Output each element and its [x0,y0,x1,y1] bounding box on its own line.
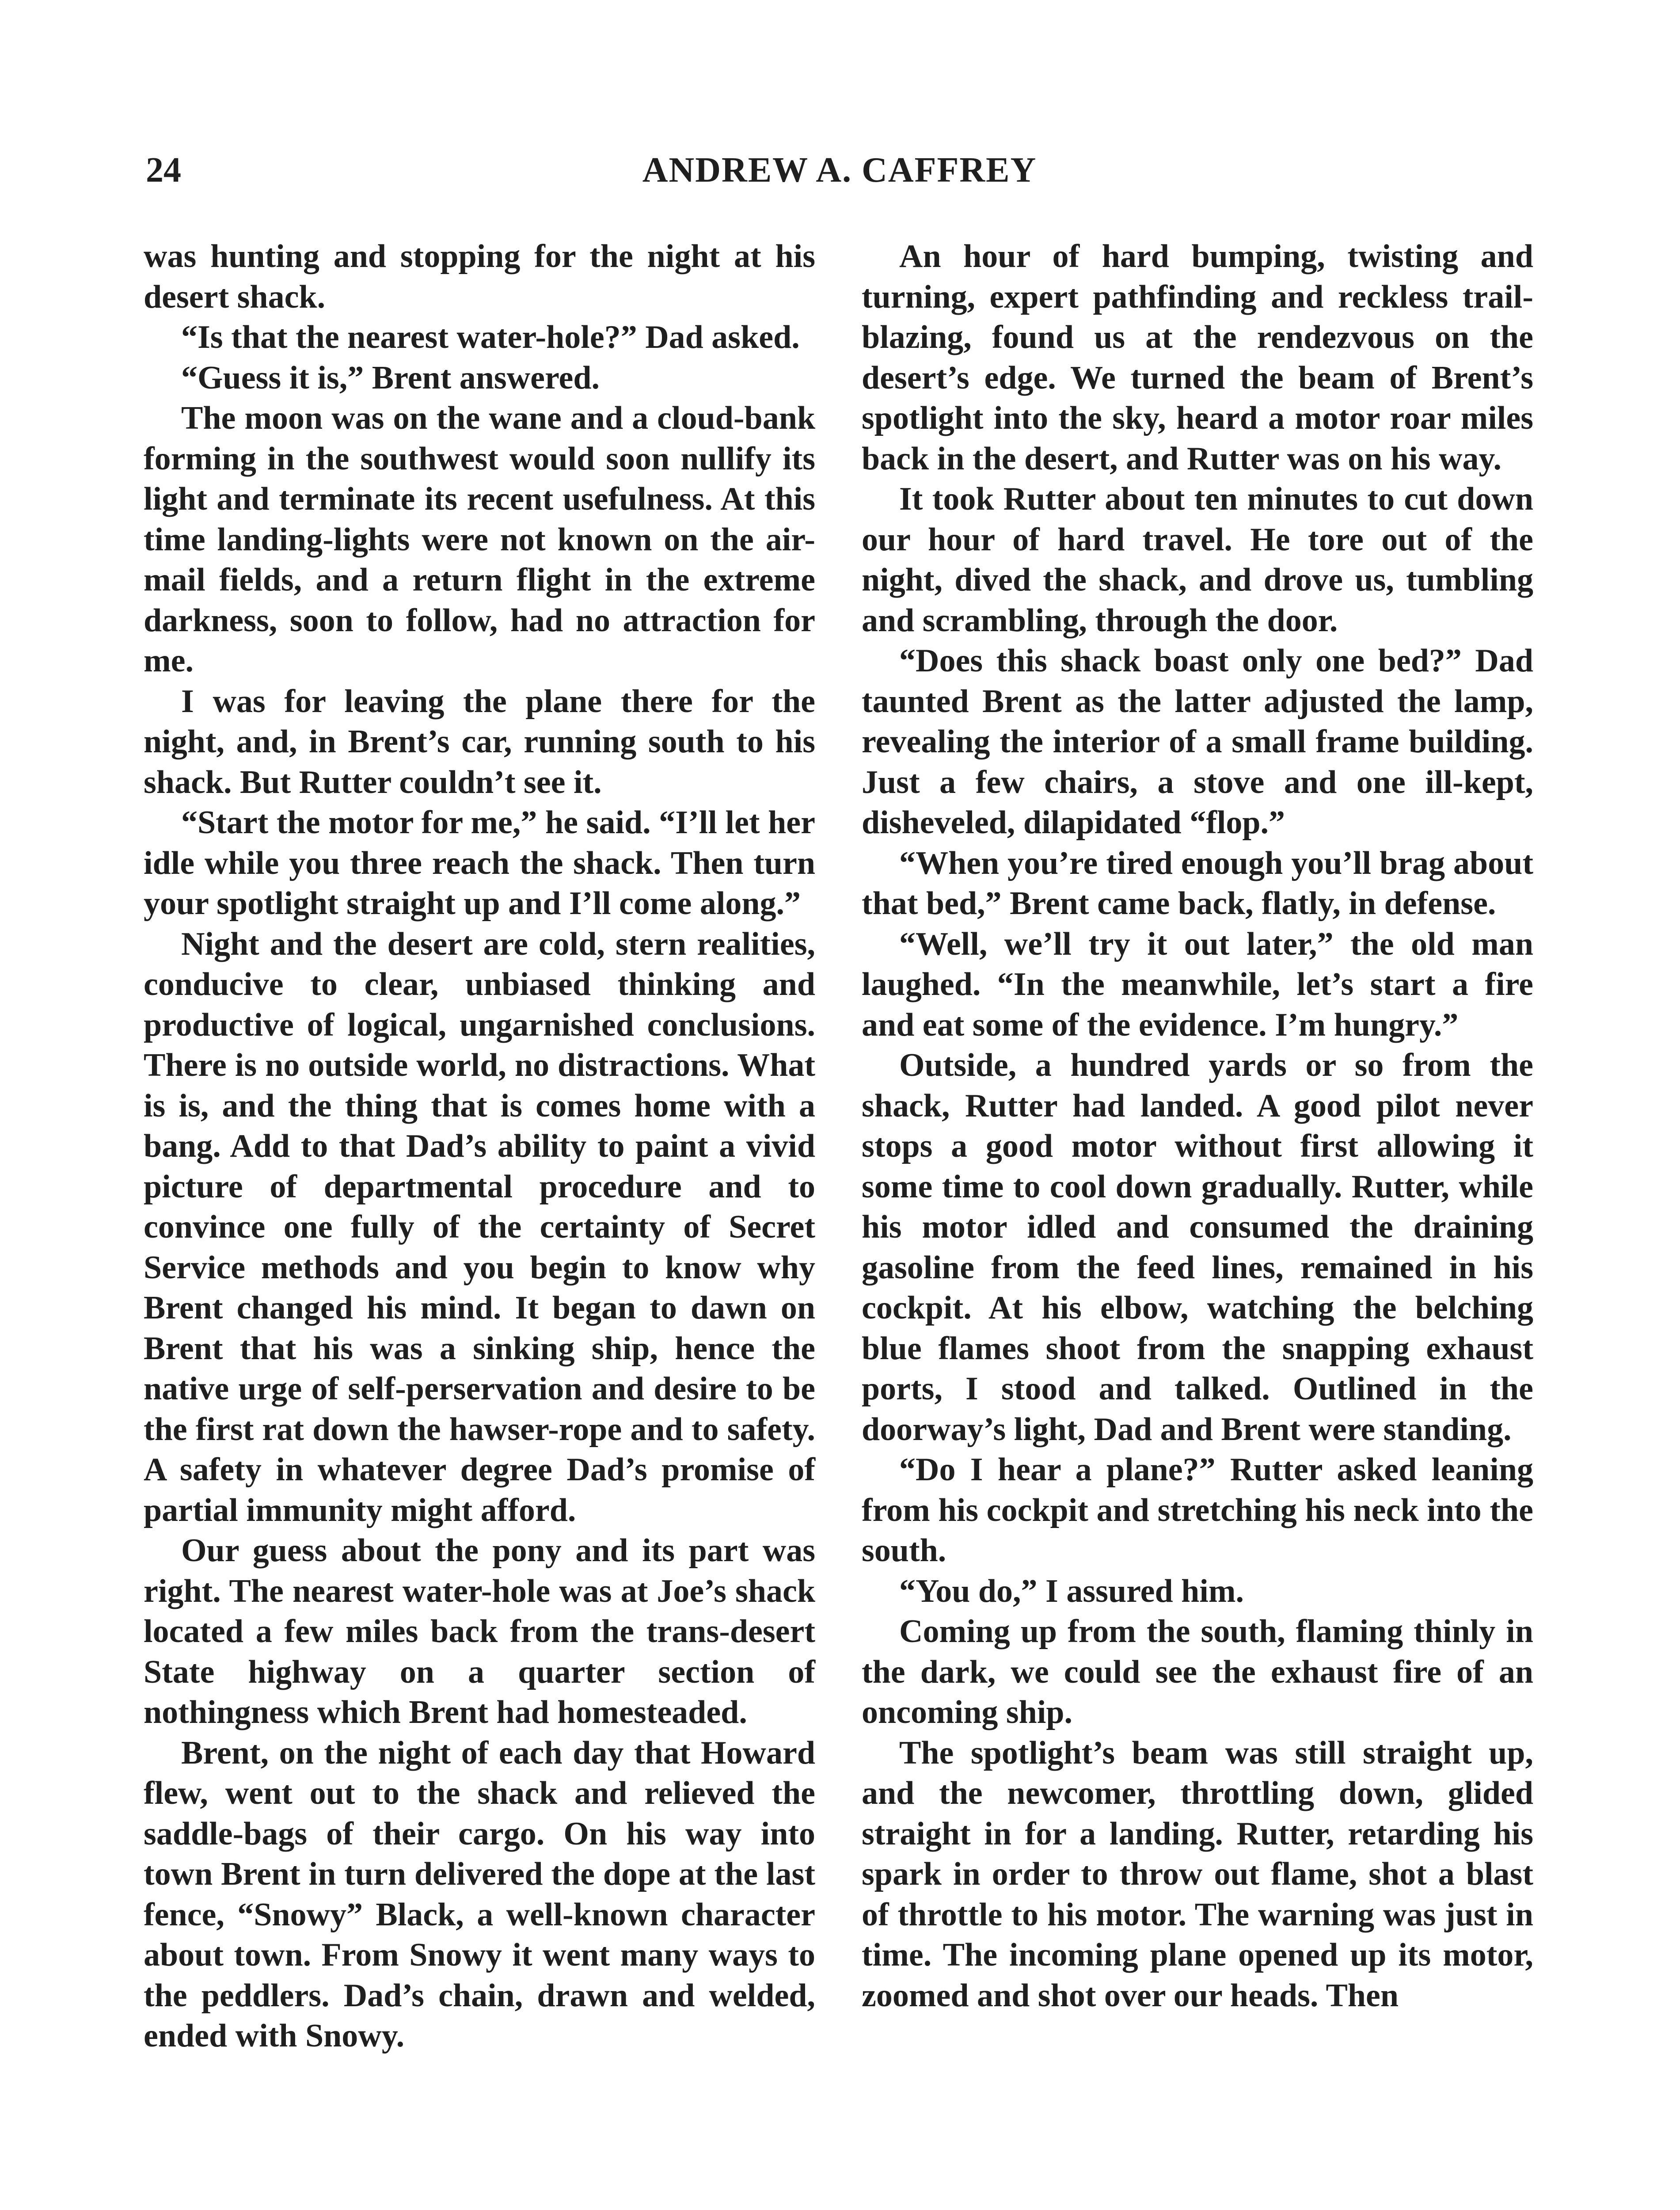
paragraph: “Is that the nearest water-hole?” Dad asked. [181,319,800,355]
paragraph: The spotlight’s beam was still straight up, and the newcomer, throttling down, glided straight in for a landing. Rutter, retarding his spark in order to throw out flame, shot a blast of throttle to his motor. The warning was just in time. The incoming plane opened up its motor, zoomed and shot over our heads. Then [862,1734,1533,2014]
paragraph: Brent, on the night of each day that Howard flew, went out to the shack and relieved the saddle-bags of their cargo. On his way into town Brent in turn delivered the dope at the last fence, “Snowy” Black, a well-known character about town. From Snowy it went many ways to the peddlers. Dad’s chain, drawn and welded, ended with Snowy. [144,1734,815,2054]
page-header [146,146,1533,194]
paragraph: “Guess it is,” Brent answered. [181,359,600,396]
paragraph: Coming up from the south, flaming thinly in the dark, we could see the exhaust fire of an oncoming ship. [862,1613,1533,1730]
paragraph: Our guess about the pony and its part was right. The nearest water-hole was at Joe’s shack located a few miles back from the trans-desert State highway on a quarter section of nothingness which Brent had homesteaded. [144,1532,815,1730]
paragraph: The moon was on the wane and a cloud-bank forming in the southwest would soon nullify its light and terminate its recent usefulness. At this time landing-lights were not known on the air-mail fields, and a return flight in the extreme darkness, soon to follow, had no attraction for me. [144,400,815,679]
right-column [862,236,1533,2016]
left-column [144,236,815,2057]
paragraph: Outside, a hundred yards or so from the shack, Rutter had landed. A good pilot never stops a good motor without first allowing it some time to cool down gradually. Rutter, while his motor idled and consumed the draining gasoline from the feed lines, remained in his cockpit. At his elbow, watching the belching blue flames shoot from the snapping exhaust ports, I stood and talked. Outlined in the doorway’s light, Dad and Brent were standing. [862,1047,1533,1448]
paragraph: “Start the motor for me,” he said. “I’ll let her idle while you three reach the shack. Then turn your spotlight straight up and I’ll come along.” [144,804,815,922]
running-head: ANDREW A. CAFFREY [642,151,1037,190]
paragraph: I was for leaving the plane there for the night, and, in Brent’s car, running south to his shack. But Rutter couldn’t see it. [144,683,815,800]
paragraph: “Do I hear a plane?” Rutter asked leaning from his cockpit and stretching his neck into the south. [862,1452,1533,1569]
paragraph: An hour of hard bumping, twisting and turning, expert pathfinding and reckless trail-blazing, found us at the rendezvous on the desert’s edge. We turned the beam of Brent’s spotlight into the sky, heard a motor roar miles back in the desert, and Rutter was on his way. [862,238,1533,477]
page-number: 24 [146,151,181,190]
paragraph: It took Rutter about ten minutes to cut down our hour of hard travel. He tore out of the night, dived the shack, and drove us, tumbling and scrambling, through the door. [862,481,1533,639]
paragraph: Night and the desert are cold, stern realities, conducive to clear, unbiased thinking and productive of logical, ungarnished conclusions. There is no outside world, no distractions. What is is, and the thing that is comes home with a bang. Add to that Dad’s ability to paint a vivid picture of departmental procedure and to convince one fully of the certainty of Secret Service methods and you begin to know why Brent changed his mind. It began to dawn on Brent that his was a sinking ship, hence the native urge of self-perservation and desire to be the first rat down the hawser-rope and to safety. A safety in whatever degree Dad’s promise of partial immunity might afford. [144,926,815,1528]
paragraph: “You do,” I assured him. [899,1573,1244,1609]
paragraph: “Well, we’ll try it out later,” the old man laughed. “In the meanwhile, let’s start a fire and eat some of the evidence. I’m hungry.” [862,926,1533,1043]
paragraph: “When you’re tired enough you’ll brag about that bed,” Brent came back, flatly, in defense. [862,845,1533,922]
paragraph: was hunting and stopping for the night at his desert shack. [144,238,815,315]
paragraph: “Does this shack boast only one bed?” Dad taunted Brent as the latter adjusted the lamp, revealing the interior of a small frame building. Just a few chairs, a stove and one ill-kept, disheveled, dilapidated “flop.” [862,643,1533,841]
